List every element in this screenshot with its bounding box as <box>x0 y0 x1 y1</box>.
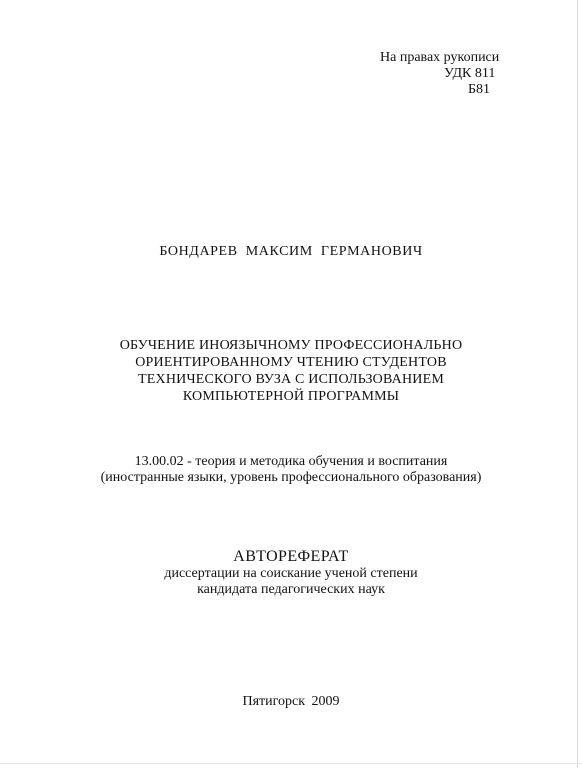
author-name: БОНДАРЕВ МАКСИМ ГЕРМАНОВИЧ <box>159 244 423 259</box>
abstract-description-line: диссертации на соискание ученой степени <box>164 566 418 581</box>
abstract-degree-line: кандидата педагогических наук <box>197 582 385 597</box>
title-line: ОБУЧЕНИЕ ИНОЯЗЫЧНОМУ ПРОФЕССИОНАЛЬНО <box>119 338 463 353</box>
abstract-block <box>0 547 582 598</box>
specialty-detail-line: (иностранные языки, уровень профессионального образования) <box>100 470 482 485</box>
title-line: ТЕХНИЧЕСКОГО ВУЗА С ИСПОЛЬЗОВАНИЕМ <box>138 372 444 387</box>
manuscript-rights-note: На правах рукописи <box>380 50 500 65</box>
page-edge-right <box>577 0 578 768</box>
specialty-block <box>60 454 522 486</box>
specialty-code-line: 13.00.02 - теория и методика обучения и воспитания <box>134 454 448 469</box>
dissertation-title <box>91 337 491 405</box>
title-line: КОМПЬЮТЕРНОЙ ПРОГРАММЫ <box>182 389 400 404</box>
place-year: Пятигорск 2009 <box>242 694 340 709</box>
abstract-heading: АВТОРЕФЕРАТ <box>233 548 349 565</box>
library-code: Б81 <box>468 82 491 97</box>
manuscript-header <box>360 50 530 98</box>
title-line: ОРИЕНТИРОВАННОМУ ЧТЕНИЮ СТУДЕНТОВ <box>135 355 447 370</box>
page-edge-bottom <box>0 763 582 764</box>
udc-code: УДК 811 <box>444 66 496 81</box>
